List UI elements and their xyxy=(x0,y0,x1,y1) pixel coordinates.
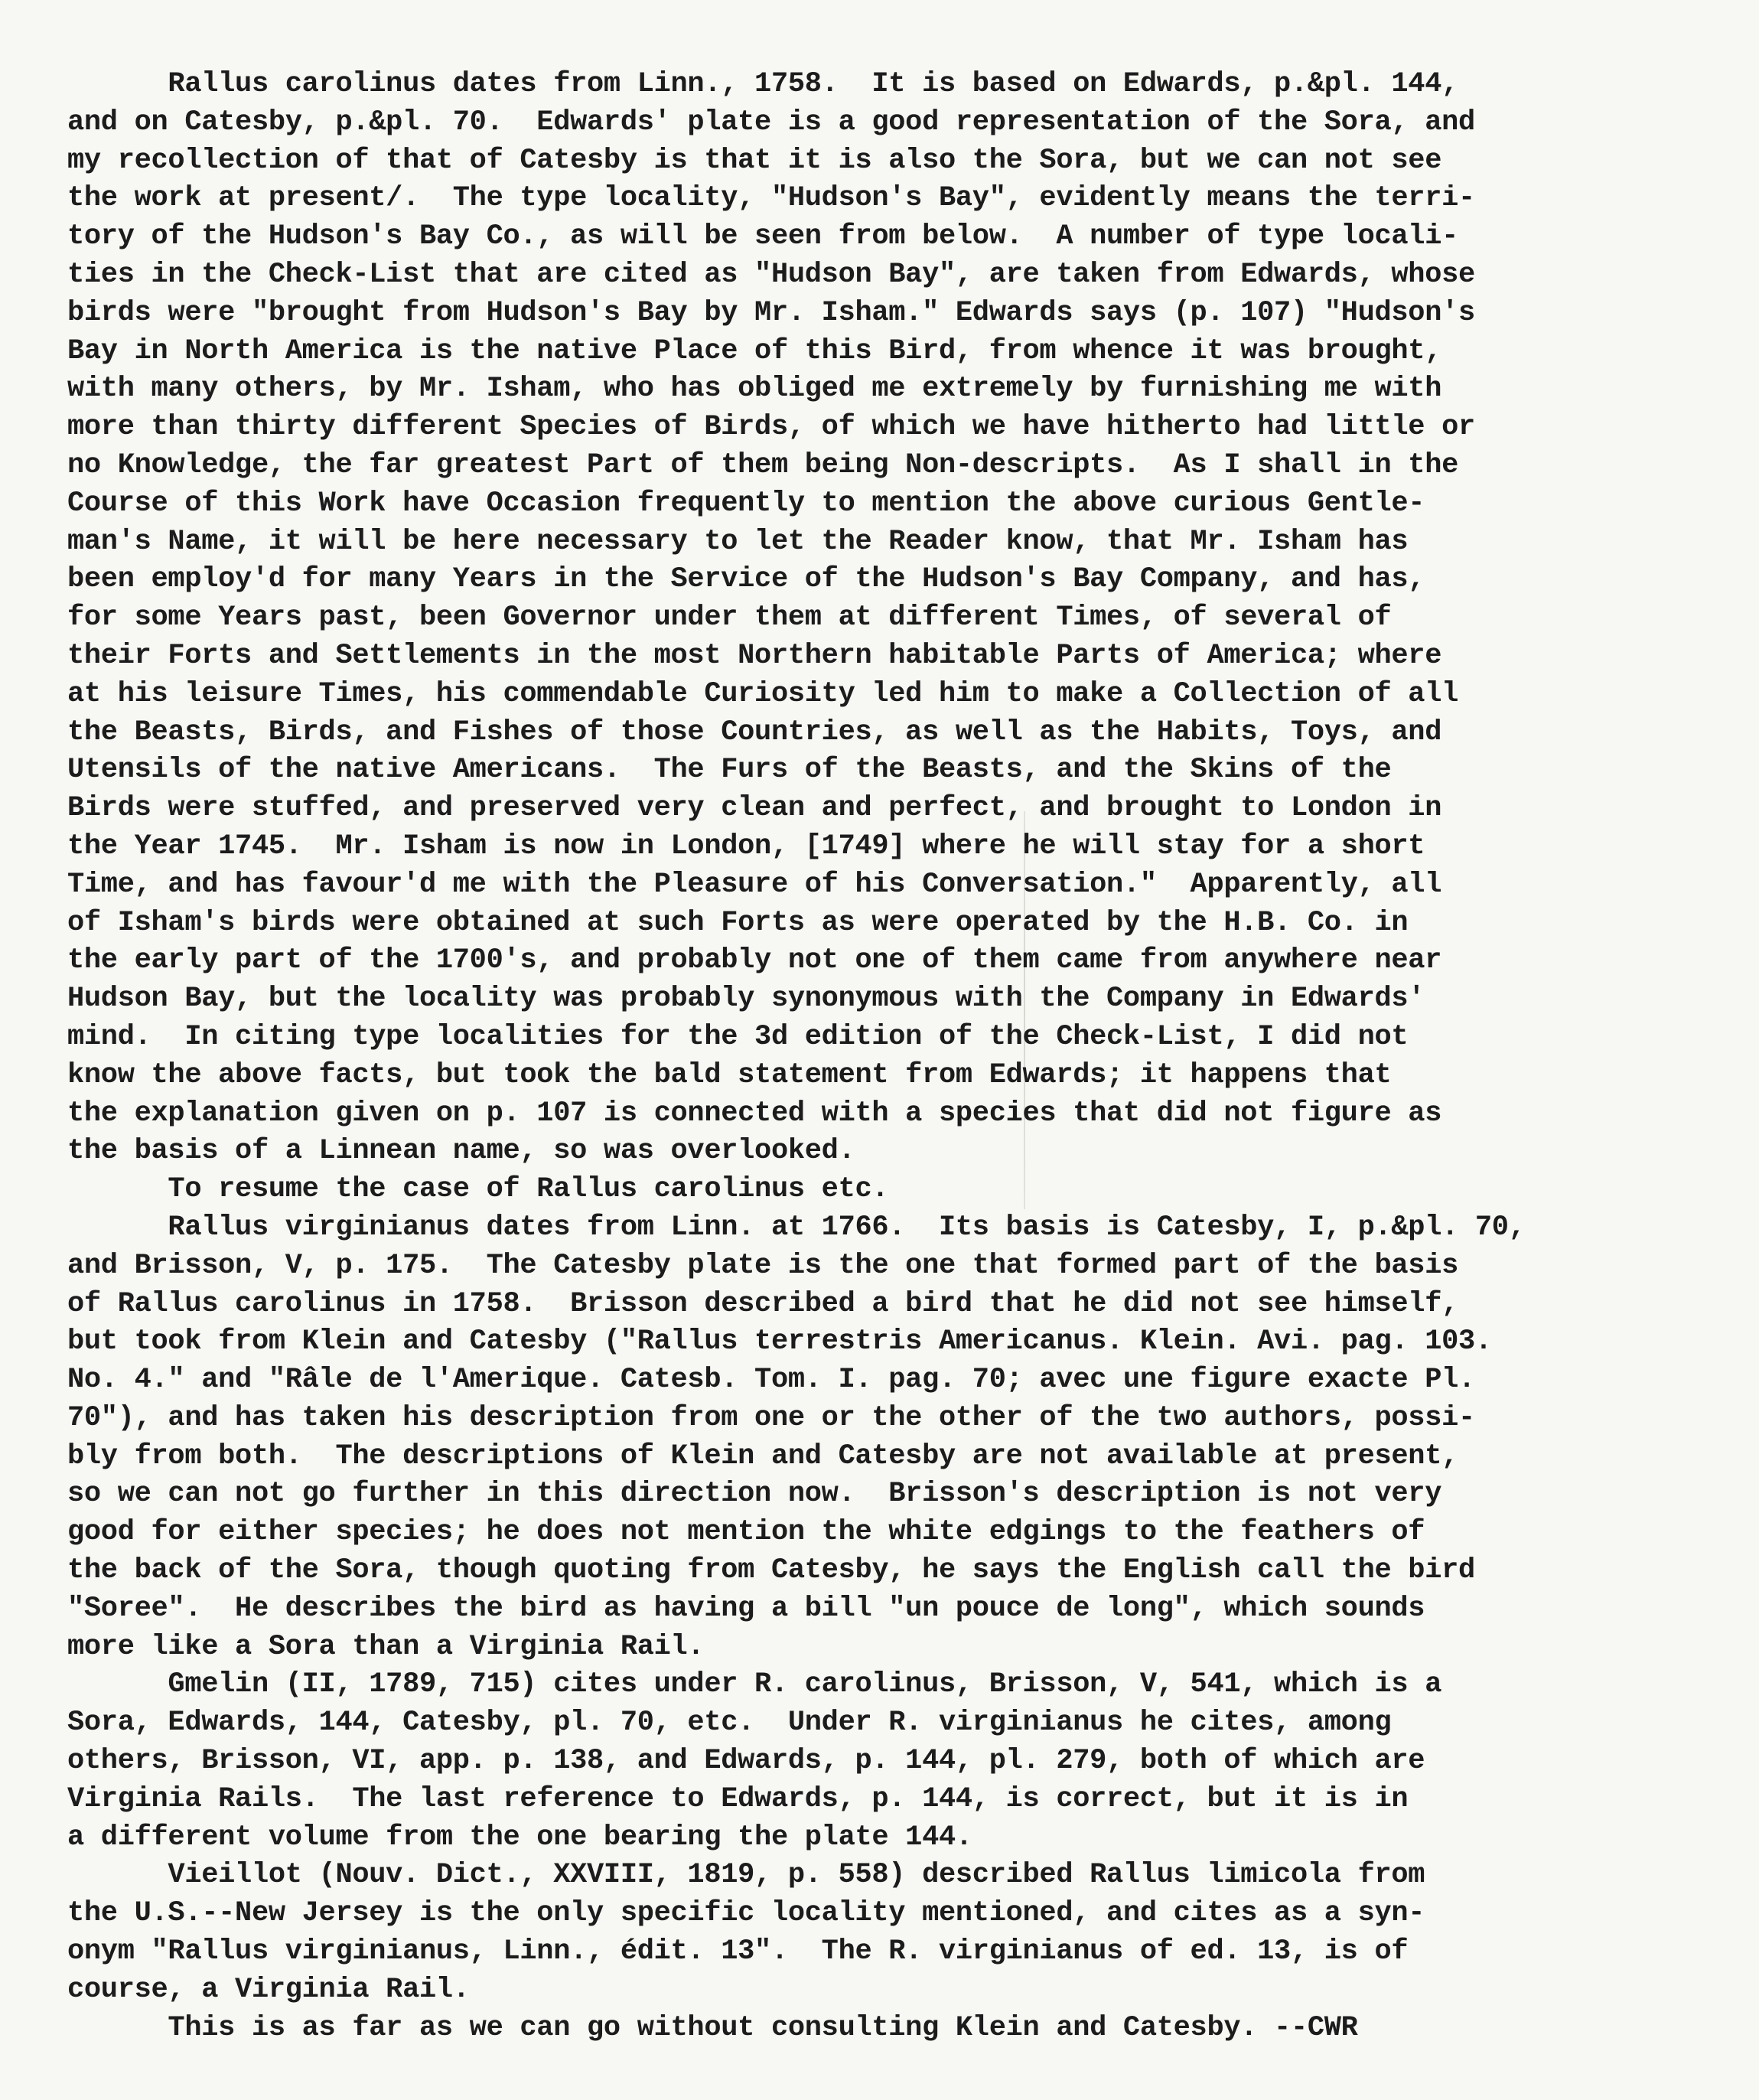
text-line: mind. In citing type localities for the 3d edition of the Check-List, I did not xyxy=(67,1020,1409,1053)
text-line: so we can not go further in this direction now. Brisson's description is not very xyxy=(67,1478,1442,1511)
typewritten-text xyxy=(67,66,1705,2047)
text-line: of Rallus carolinus in 1758. Brisson described a bird that he did not see himself, xyxy=(67,1287,1459,1320)
text-line: the early part of the 1700's, and probably not one of them came from anywhere near xyxy=(67,944,1442,977)
text-line: their Forts and Settlements in the most Northern habitable Parts of America; where xyxy=(67,639,1442,672)
text-line: more than thirty different Species of Birds, of which we have hitherto had little or xyxy=(67,411,1475,444)
text-line: man's Name, it will be here necessary to let the Reader know, that Mr. Isham has xyxy=(67,525,1409,558)
text-line: my recollection of that of Catesby is that it is also the Sora, but we can not see xyxy=(67,144,1442,177)
text-line: Gmelin (II, 1789, 715) cites under R. carolinus, Brisson, V, 541, which is a xyxy=(67,1668,1442,1701)
text-line: the Beasts, Birds, and Fishes of those Countries, as well as the Habits, Toys, and xyxy=(67,716,1442,748)
text-line: This is as far as we can go without consulting Klein and Catesby. --CWR xyxy=(67,2011,1358,2044)
text-line: Vieillot (Nouv. Dict., XXVIII, 1819, p. 558) described Rallus limicola from xyxy=(67,1859,1425,1892)
text-line: good for either species; he does not mention the white edgings to the feathers of xyxy=(67,1516,1425,1549)
text-line: the Year 1745. Mr. Isham is now in London, [1749] where he will stay for a short xyxy=(67,830,1425,862)
text-line: To resume the case of Rallus carolinus etc. xyxy=(67,1173,889,1206)
text-line: for some Years past, been Governor under them at different Times, of several of xyxy=(67,602,1392,634)
text-line: Utensils of the native Americans. The Furs of the Beasts, and the Skins of the xyxy=(67,754,1392,787)
text-line: but took from Klein and Catesby ("Rallus terrestris Americanus. Klein. Avi. pag. 103. xyxy=(67,1326,1492,1358)
text-line: Birds were stuffed, and preserved very clean and perfect, and brought to London in xyxy=(67,792,1442,825)
text-line: Rallus carolinus dates from Linn., 1758. It is based on Edwards, p.&pl. 144, xyxy=(67,68,1459,100)
text-line: the work at present/. The type locality, "Hudson's Bay", evidently means the terri- xyxy=(67,182,1475,215)
text-line: the explanation given on p. 107 is connected with a species that did not figure as xyxy=(67,1097,1442,1130)
text-line: No. 4." and "Râle de l'Amerique. Catesb. Tom. I. pag. 70; avec une figure exacte Pl. xyxy=(67,1364,1475,1397)
text-line: ties in the Check-List that are cited as "Hudson Bay", are taken from Edwards, whose xyxy=(67,258,1475,291)
text-line: Time, and has favour'd me with the Pleasure of his Conversation." Apparently, all xyxy=(67,868,1442,901)
text-line: of Isham's birds were obtained at such Forts as were operated by the H.B. Co. in xyxy=(67,906,1409,939)
text-line: with many others, by Mr. Isham, who has obliged me extremely by furnishing me with xyxy=(67,373,1442,406)
text-line: the back of the Sora, though quoting from Catesby, he says the English call the bird xyxy=(67,1554,1475,1587)
text-line: bly from both. The descriptions of Klein and Catesby are not available at present, xyxy=(67,1440,1459,1472)
text-line: tory of the Hudson's Bay Co., as will be seen from below. A number of type locali- xyxy=(67,220,1459,253)
text-line: the U.S.--New Jersey is the only specific locality mentioned, and cites as a syn- xyxy=(67,1897,1425,1930)
text-line: and on Catesby, p.&pl. 70. Edwards' plate is a good representation of the Sora, and xyxy=(67,106,1475,139)
text-line: more like a Sora than a Virginia Rail. xyxy=(67,1630,705,1663)
text-line: course, a Virginia Rail. xyxy=(67,1973,470,2006)
text-line: no Knowledge, the far greatest Part of them being Non-descripts. As I shall in the xyxy=(67,448,1459,481)
text-line: birds were "brought from Hudson's Bay by Mr. Isham." Edwards says (p. 107) "Hudson's xyxy=(67,296,1475,329)
text-line: a different volume from the one bearing the plate 144. xyxy=(67,1821,972,1854)
text-line: Sora, Edwards, 144, Catesby, pl. 70, etc. Under R. virginianus he cites, among xyxy=(67,1707,1392,1740)
text-line: "Soree". He describes the bird as having a bill "un pouce de long", which sounds xyxy=(67,1592,1425,1625)
text-line: at his leisure Times, his commendable Curiosity led him to make a Collection of all xyxy=(67,677,1459,710)
text-line: Rallus virginianus dates from Linn. at 1766. Its basis is Catesby, I, p.&pl. 70, xyxy=(67,1211,1526,1244)
text-line: been employ'd for many Years in the Service of the Hudson's Bay Company, and has, xyxy=(67,563,1425,596)
text-line: onym "Rallus virginianus, Linn., édit. 13". The R. virginianus of ed. 13, is of xyxy=(67,1935,1409,1968)
text-line: Hudson Bay, but the locality was probably synonymous with the Company in Edwards' xyxy=(67,983,1425,1016)
text-line: Bay in North America is the native Place of this Bird, from whence it was brought, xyxy=(67,334,1442,367)
text-line: the basis of a Linnean name, so was overlooked. xyxy=(67,1135,855,1168)
text-line: Course of this Work have Occasion frequently to mention the above curious Gentle- xyxy=(67,487,1425,520)
text-line: and Brisson, V, p. 175. The Catesby plate is the one that formed part of the basis xyxy=(67,1249,1459,1282)
text-line: 70"), and has taken his description from one or the other of the two authors, possi- xyxy=(67,1401,1475,1434)
text-line: know the above facts, but took the bald statement from Edwards; it happens that xyxy=(67,1058,1392,1091)
text-line: others, Brisson, VI, app. p. 138, and Edwards, p. 144, pl. 279, both of which are xyxy=(67,1745,1425,1778)
text-line: Virginia Rails. The last reference to Edwards, p. 144, is correct, but it is in xyxy=(67,1782,1409,1815)
